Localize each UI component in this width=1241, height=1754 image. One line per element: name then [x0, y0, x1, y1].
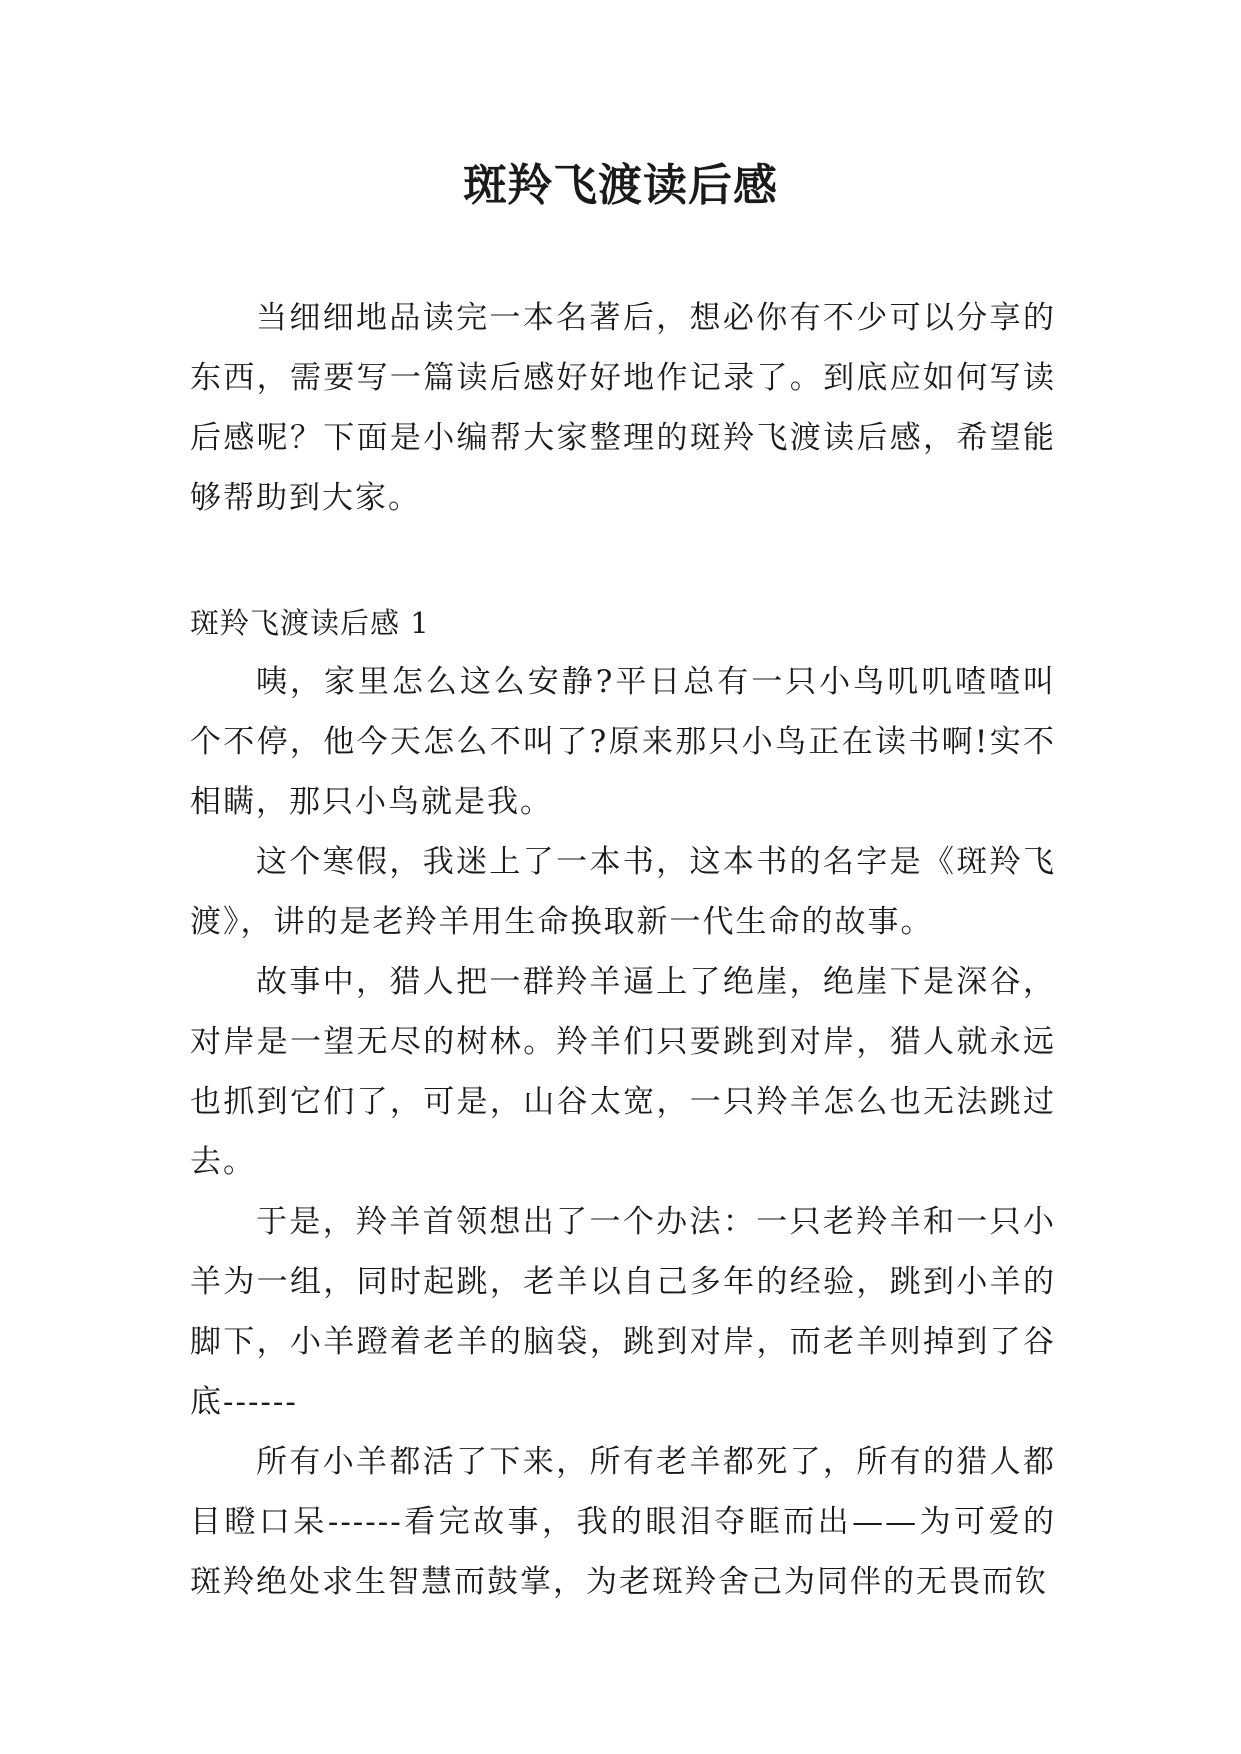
body-paragraph: 于是，羚羊首领想出了一个办法：一只老羚羊和一只小羊为一组，同时起跳，老羊以自己多年的经验，跳到小羊的脚下，小羊蹬着老羊的脑袋，跳到对岸，而老羊则掉到了谷底------ — [190, 1204, 1056, 1420]
intro-paragraph: 当细细地品读完一本名著后，想必你有不少可以分享的东西，需要写一篇读后感好好地作记录了。到底应如何写读后感呢？下面是小编帮大家整理的斑羚飞渡读后感，希望能够帮助到大家。 — [190, 300, 1056, 516]
body-paragraph: 这个寒假，我迷上了一本书，这本书的名字是《斑羚飞渡》，讲的是老羚羊用生命换取新一代生命的故事。 — [190, 844, 1056, 940]
document-body — [190, 288, 1056, 1612]
body-paragraph: 故事中，猎人把一群羚羊逼上了绝崖，绝崖下是深谷，对岸是一望无尽的树林。羚羊们只要跳到对岸，猎人就永远也抓到它们了，可是，山谷太宽，一只羚羊怎么也无法跳过去。 — [190, 964, 1056, 1180]
body-paragraph: 所有小羊都活了下来，所有老羊都死了，所有的猎人都目瞪口呆------看完故事，我的眼泪夺眶而出——为可爱的斑羚绝处求生智慧而鼓掌，为老斑羚舍己为同伴的无畏而钦 — [190, 1444, 1056, 1600]
document-title: 斑羚飞渡读后感 — [463, 160, 778, 211]
body-paragraph: 咦，家里怎么这么安静?平日总有一只小鸟叽叽喳喳叫个不停，他今天怎么不叫了?原来那只小鸟正在读书啊!实不相瞒，那只小鸟就是我。 — [190, 664, 1056, 820]
section-heading: 斑羚飞渡读后感 1 — [190, 606, 430, 640]
